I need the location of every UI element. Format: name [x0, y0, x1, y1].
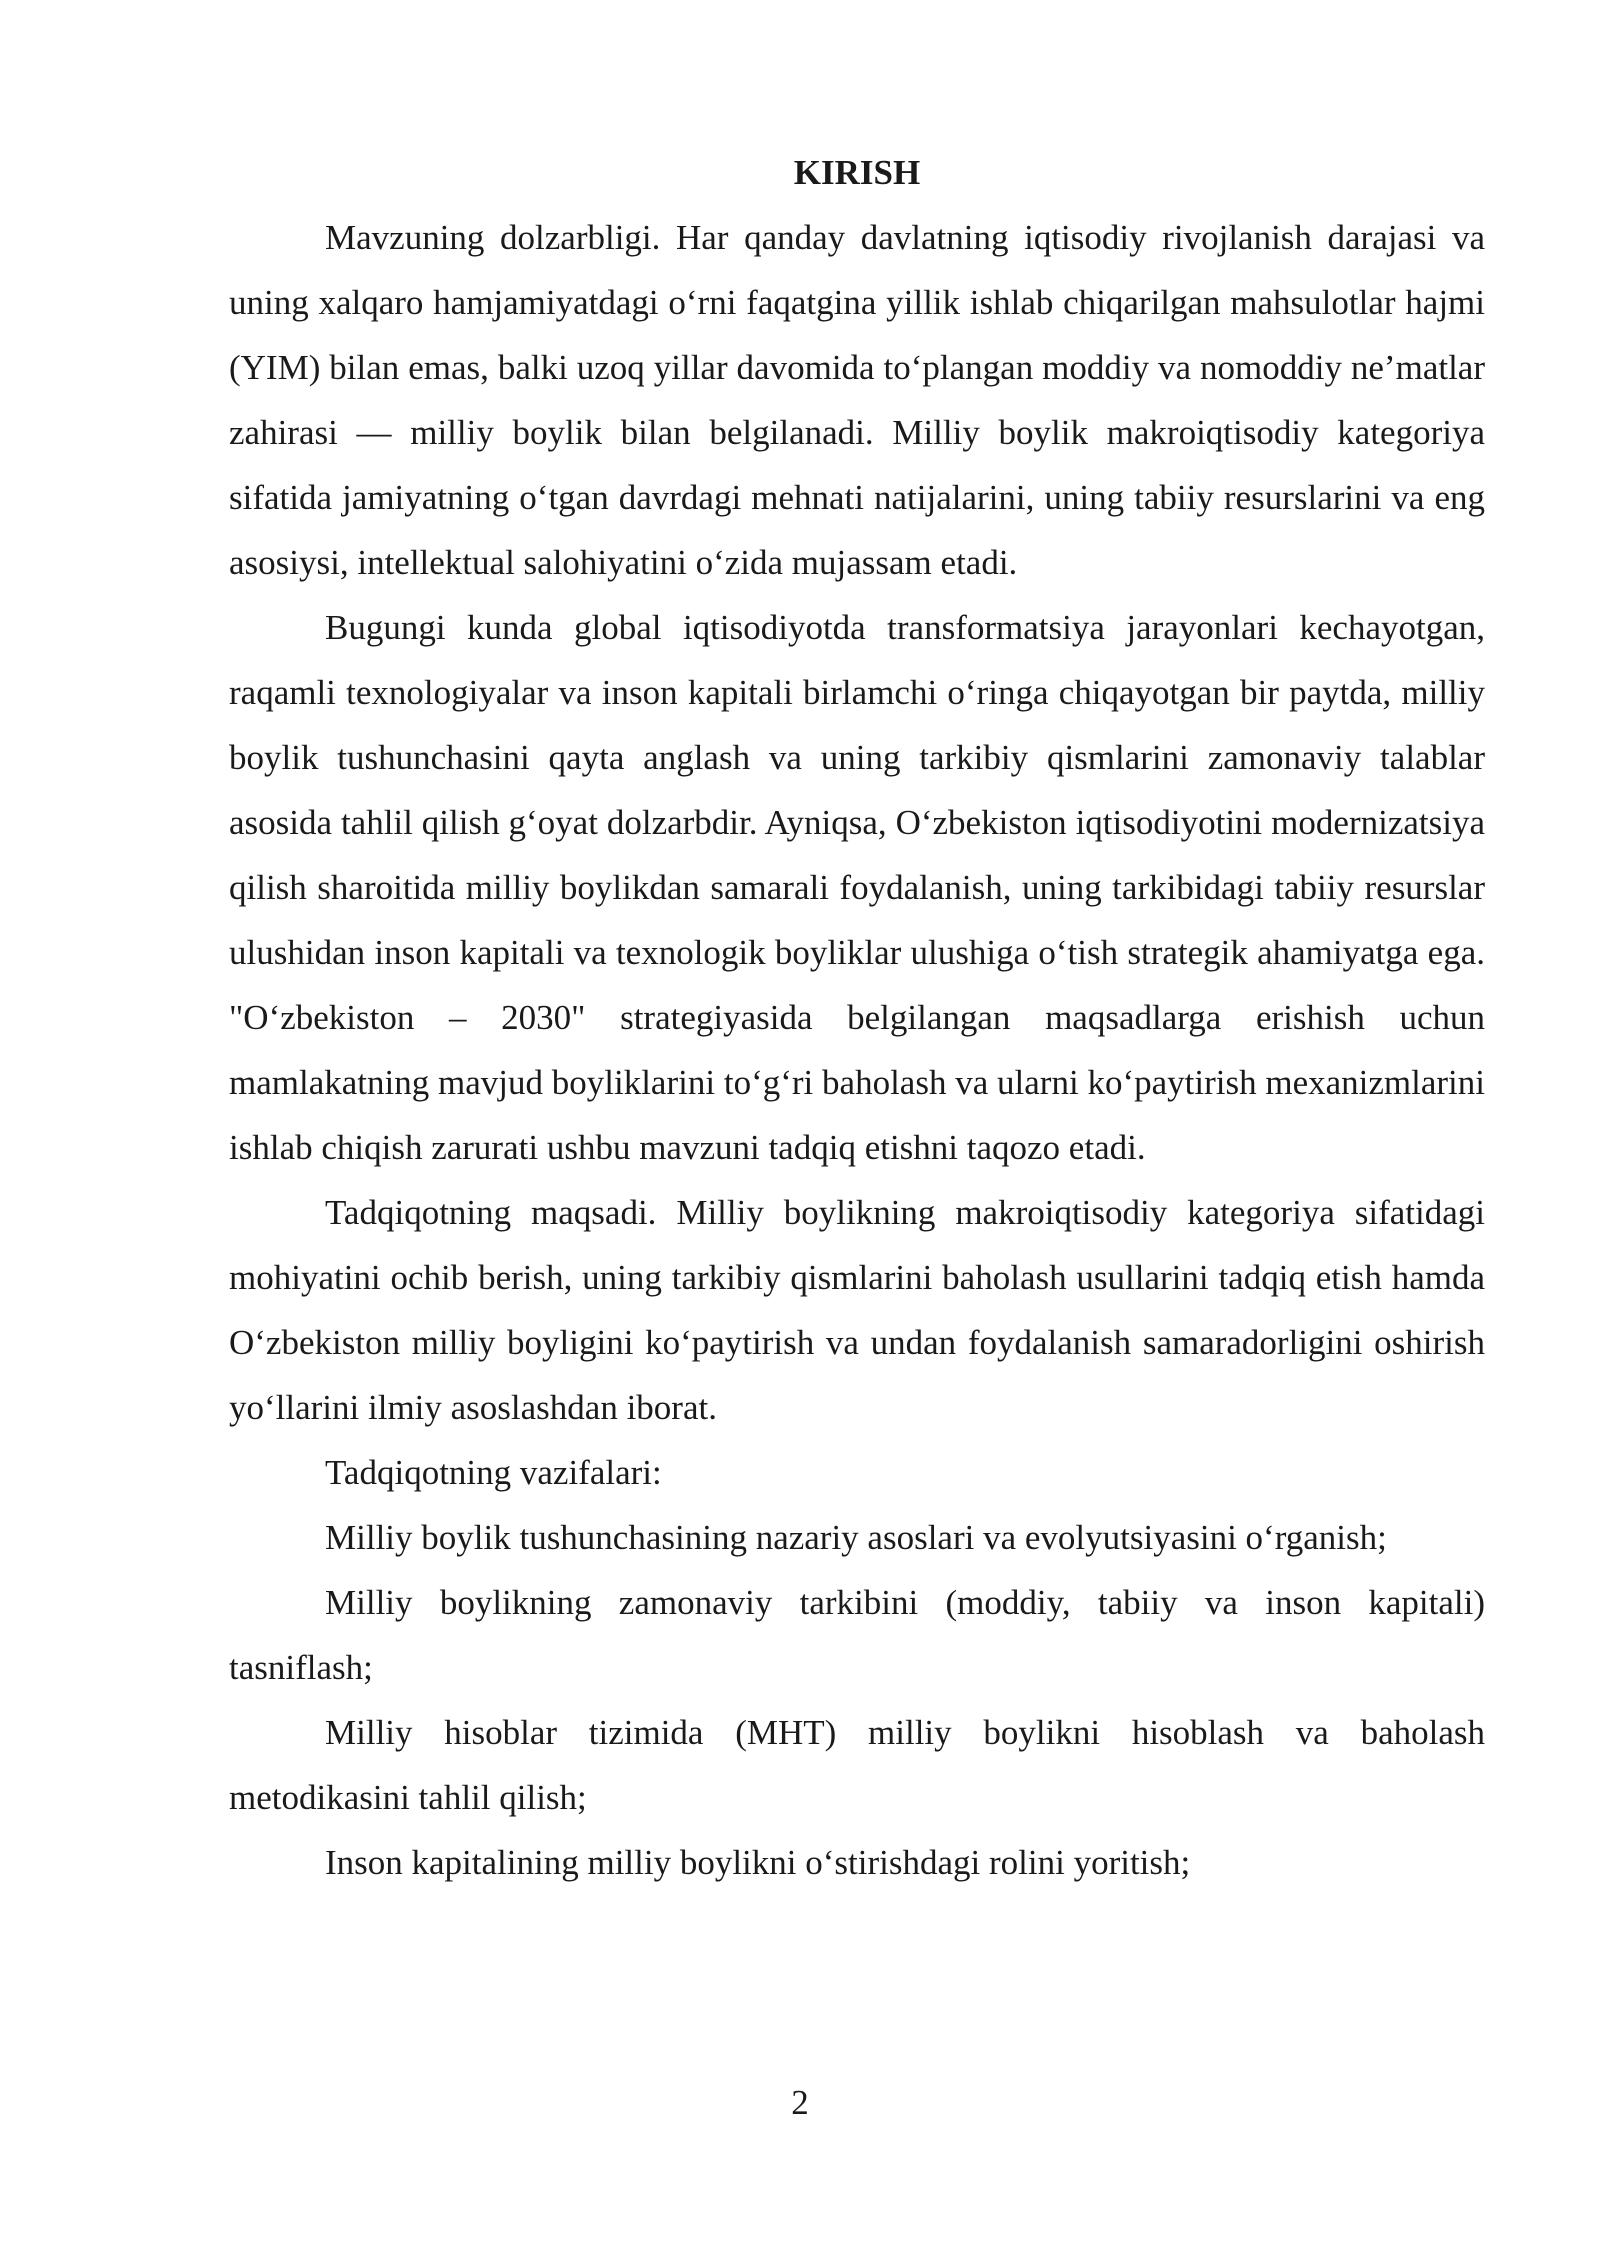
task-item-1: Milliy boylik tushunchasining nazariy asoslari va evolyutsiyasini o‘rganish;: [325, 1518, 1387, 1557]
paragraph-relevance: Mavzuning dolzarbligi. Har qanday davlatning iqtisodiy rivojlanish darajasi va uning xalqaro hamjamiyatdagi o‘rni faqatgina yillik ishlab chiqarilgan mahsulotlar hajmi (YIM) bilan emas, balki uzoq yillar davomida to‘plangan moddiy va nomoddiy ne’matlar zahirasi — milliy boylik bilan belgilanadi. Milliy boylik makroiqtisodiy kategoriya sifatida jamiyatning o‘tgan davrdagi mehnati natijalarini, uning tabiiy resurslarini va eng asosiysi, intellektual salohiyatini o‘zida mujassam etadi.: [229, 218, 1485, 582]
task-item-3: Milliy hisoblar tizimida (MHT) milliy boylikni hisoblash va baholash metodikasini tahlil qilish;: [229, 1713, 1485, 1817]
page-number: 2: [791, 2083, 809, 2122]
page-title: KIRISH: [793, 153, 921, 192]
paragraph-global-context: Bugungi kunda global iqtisodiyotda transformatsiya jarayonlari kechayotgan, raqamli texnologiyalar va inson kapitali birlamchi o‘ringa chiqayotgan bir paytda, milliy boylik tushunchasini qayta anglash va uning tarkibiy qismlarini zamonaviy talablar asosida tahlil qilish g‘oyat dolzarbdir. Ayniqsa, O‘zbekiston iqtisodiyotini modernizatsiya qilish sharoitida milliy boylikdan samarali foydalanish, uning tarkibidagi tabiiy resurslar ulushidan inson kapitali va texnologik boyliklar ulushiga o‘tish strategik ahamiyatga ega. "O‘zbekiston – 2030" strategiyasida belgilangan maqsadlarga erishish uchun mamlakatning mavjud boyliklarini to‘g‘ri baholash va ularni ko‘paytirish mexanizmlarini ishlab chiqish zarurati ushbu mavzuni tadqiq etishni taqozo etadi.: [229, 608, 1485, 1167]
paragraph-tasks-heading: Tadqiqotning vazifalari:: [325, 1453, 662, 1492]
task-item-4: Inson kapitalining milliy boylikni o‘stirishdagi rolini yoritish;: [325, 1843, 1191, 1882]
task-item-2: Milliy boylikning zamonaviy tarkibini (moddiy, tabiiy va inson kapitali) tasniflash;: [229, 1583, 1485, 1687]
page-body: [229, 140, 1485, 1895]
paragraph-research-goal: Tadqiqotning maqsadi. Milliy boylikning makroiqtisodiy kategoriya sifatidagi mohiyatini ochib berish, uning tarkibiy qismlarini baholash usullarini tadqiq etish hamda O‘zbekiston milliy boyligini ko‘paytirish va undan foydalanish samaradorligini oshirish yo‘llarini ilmiy asoslashdan iborat.: [229, 1193, 1485, 1427]
